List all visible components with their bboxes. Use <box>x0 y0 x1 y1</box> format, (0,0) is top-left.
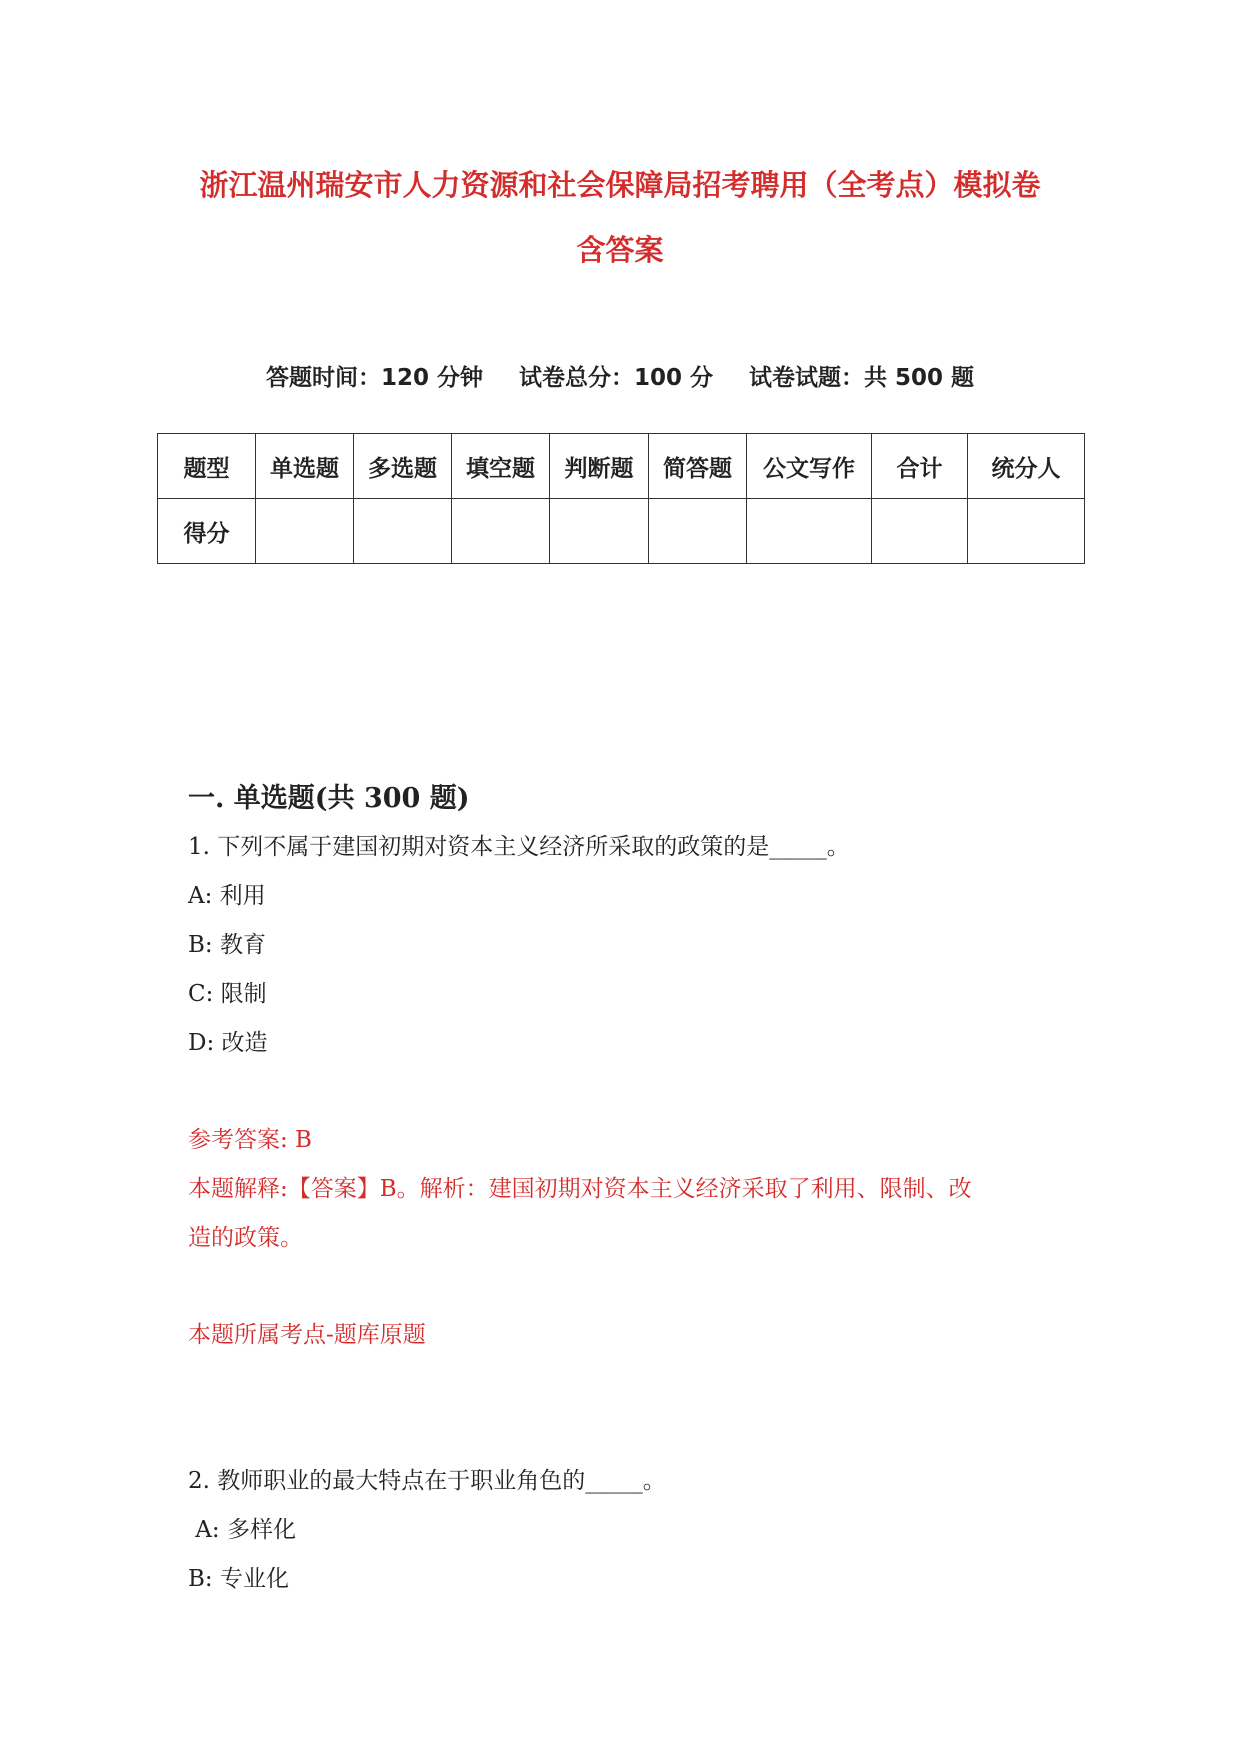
question-1-stem: 1. 下列不属于建国初期对资本主义经济所采取的政策的是_____。 <box>188 834 850 860</box>
score-cell <box>354 499 452 564</box>
exam-info <box>0 359 1240 392</box>
score-table-score-row <box>158 499 1085 564</box>
question-1-option-b: B: 教育 <box>188 932 266 958</box>
document-title-line-1: 浙江温州瑞安市人力资源和社会保障局招考聘用（全考点）模拟卷 <box>199 168 1041 202</box>
exam-total-score: 试卷总分：100 分 <box>518 365 714 391</box>
question-1-topic: 本题所属考点-题库原题 <box>188 1322 426 1348</box>
score-table-header: 判断题 <box>550 434 649 499</box>
score-cell <box>452 499 550 564</box>
question-1-option-a: A: 利用 <box>188 883 266 909</box>
exam-time: 答题时间：120 分钟 <box>265 365 483 391</box>
score-table-header: 公文写作 <box>747 434 872 499</box>
score-table-header: 题型 <box>158 434 256 499</box>
score-cell <box>747 499 872 564</box>
score-table <box>157 433 1085 564</box>
question-1-answer: 参考答案: B <box>188 1127 312 1153</box>
question-2-option-a: A: 多样化 <box>188 1517 296 1543</box>
question-2-stem: 2. 教师职业的最大特点在于职业角色的_____。 <box>188 1468 666 1494</box>
question-1-explanation-line-1: 本题解释:【答案】B。解析：建国初期对资本主义经济采取了利用、限制、改 <box>188 1176 972 1202</box>
score-cell <box>872 499 968 564</box>
score-table-header-row <box>158 434 1085 499</box>
document-title-line-2: 含答案 <box>576 233 664 267</box>
question-2-option-b: B: 专业化 <box>188 1566 289 1592</box>
score-table-header: 单选题 <box>256 434 354 499</box>
score-cell <box>256 499 354 564</box>
score-table-header: 简答题 <box>649 434 747 499</box>
score-table-header: 填空题 <box>452 434 550 499</box>
question-1-option-c: C: 限制 <box>188 981 267 1007</box>
exam-question-count: 试卷试题：共 500 题 <box>749 365 975 391</box>
score-table-header: 合计 <box>872 434 968 499</box>
score-row-label: 得分 <box>158 499 256 564</box>
score-cell <box>550 499 649 564</box>
score-cell <box>968 499 1085 564</box>
score-cell <box>649 499 747 564</box>
section-heading: 一. 单选题(共 300 题) <box>188 783 470 814</box>
question-1-option-d: D: 改造 <box>188 1030 268 1056</box>
question-1-explanation-line-2: 造的政策。 <box>188 1225 303 1251</box>
score-table-header: 多选题 <box>354 434 452 499</box>
score-table-header: 统分人 <box>968 434 1085 499</box>
